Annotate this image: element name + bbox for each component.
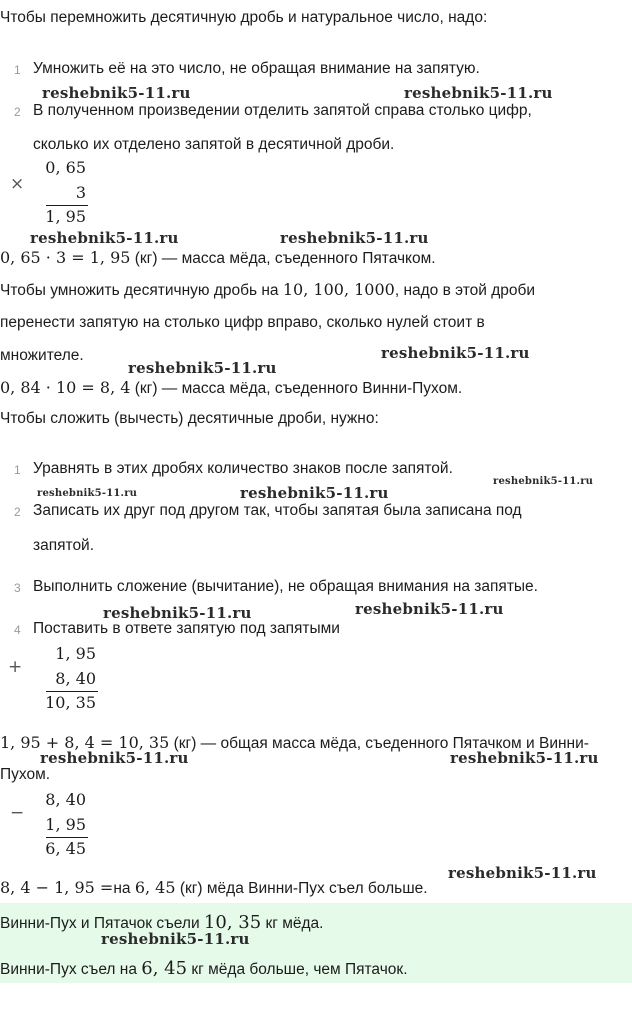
calc-top: 0, 65 (45, 158, 86, 177)
diff-line (0, 878, 428, 898)
calc-bottom: 3 (75, 183, 86, 202)
step-number: 2 (14, 105, 21, 119)
answer-2-text-a: Винни-Пух съел на (0, 961, 142, 978)
step-number: 1 (14, 63, 21, 77)
calc-line (46, 837, 88, 838)
add-step-1: Уравнять в этих дробях количество знаков после запятой. (33, 460, 453, 477)
calc-line (46, 205, 88, 206)
pooh-line (0, 378, 462, 398)
rule-10-line-3: множителе. (0, 347, 84, 364)
calc-result: 1, 95 (45, 207, 86, 226)
multiply-operator: × (10, 174, 25, 194)
calc-result: 6, 45 (45, 839, 86, 858)
rule-10-line-2: перенести запятую на столько цифр вправо, сколько нулей стоит в (0, 314, 485, 331)
calc-line (46, 691, 98, 692)
intro-add: Чтобы сложить (вычесть) десятичные дроби, нужно: (0, 410, 379, 427)
watermark: reshebnik5-11.ru (404, 84, 553, 102)
step-number: 3 (14, 581, 21, 595)
mult-step-2: В полученном произведении отделить запятой справа столько цифр, (33, 102, 532, 119)
watermark: reshebnik5-11.ru (450, 749, 599, 767)
watermark: reshebnik5-11.ru (42, 84, 191, 102)
rule-10-text-b: , надо в этой дроби (394, 282, 536, 299)
pooh-math: 0, 84 · 10 = 8, 4 (0, 378, 131, 397)
total-text: (кг) — общая масса мёда, съеденного Пятачком и Винни- (169, 735, 589, 752)
rule-10-math: 10, 100, 1000 (282, 280, 395, 299)
calc-add (36, 644, 106, 716)
answer-1-text-a: Винни-Пух и Пятачок съели (0, 915, 204, 932)
add-step-4: Поставить в ответе запятую под запятыми (33, 620, 340, 637)
watermark: reshebnik5-11.ru (280, 229, 429, 247)
calc-subtract (26, 790, 96, 862)
answer-2-text-b: кг мёда больше, чем Пятачок. (187, 961, 408, 978)
mult-step-1: Умножить её на это число, не обращая внимание на запятую. (33, 60, 480, 77)
diff-text-a: на (113, 880, 135, 897)
piglet-math: 0, 65 · 3 = 1, 95 (0, 248, 131, 267)
calc-result: 10, 35 (45, 693, 96, 712)
add-step-2-cont: запятой. (33, 537, 95, 554)
watermark: reshebnik5-11.ru (240, 484, 389, 502)
add-step-2: Записать их друг под другом так, чтобы запятая была записана под (33, 502, 522, 519)
calc-multiply (26, 158, 96, 230)
watermark: reshebnik5-11.ru (128, 359, 277, 377)
calc-top: 1, 95 (55, 644, 96, 663)
piglet-line (0, 248, 436, 268)
watermark: reshebnik5-11.ru (40, 749, 189, 767)
answer-2-math: 6, 45 (141, 958, 188, 979)
total-line-cont: Пухом. (0, 766, 51, 783)
calc-bottom: 1, 95 (45, 815, 86, 834)
watermark: reshebnik5-11.ru (381, 344, 530, 362)
pooh-text: (кг) — масса мёда, съеденного Винни-Пухом. (130, 380, 463, 397)
watermark: reshebnik5-11.ru (37, 488, 138, 499)
calc-top: 8, 40 (45, 790, 86, 809)
minus-operator: − (10, 803, 25, 823)
rule-10-line-1 (0, 280, 535, 300)
plus-operator: + (8, 657, 23, 677)
watermark: reshebnik5-11.ru (30, 229, 179, 247)
add-step-3: Выполнить сложение (вычитание), не обращая внимания на запятые. (33, 578, 538, 595)
watermark: reshebnik5-11.ru (493, 476, 594, 487)
total-math: 1, 95 + 8, 4 = 10, 35 (0, 733, 170, 752)
step-number: 4 (14, 623, 21, 637)
mult-step-2-cont: сколько их отделено запятой в десятичной дроби. (33, 136, 395, 153)
watermark: reshebnik5-11.ru (101, 930, 250, 948)
intro-multiply: Чтобы перемножить десятичную дробь и натуральное число, надо: (0, 9, 488, 26)
answer-1-math: 10, 35 (203, 912, 262, 933)
answer-1-text-b: кг мёда. (261, 915, 324, 932)
answer-line-2 (0, 958, 408, 979)
piglet-text: (кг) — масса мёда, съеденного Пятачком. (130, 250, 436, 267)
watermark: reshebnik5-11.ru (103, 604, 252, 622)
watermark: reshebnik5-11.ru (448, 864, 597, 882)
watermark: reshebnik5-11.ru (355, 600, 504, 618)
calc-bottom: 8, 40 (55, 669, 96, 688)
diff-text-b: (кг) мёда Винни-Пух съел больше. (175, 880, 428, 897)
step-number: 1 (14, 463, 21, 477)
diff-math-2: 6, 45 (134, 878, 176, 897)
rule-10-text-a: Чтобы умножить десятичную дробь на (0, 282, 283, 299)
step-number: 2 (14, 505, 21, 519)
diff-math: 8, 4 − 1, 95 = (0, 878, 114, 897)
